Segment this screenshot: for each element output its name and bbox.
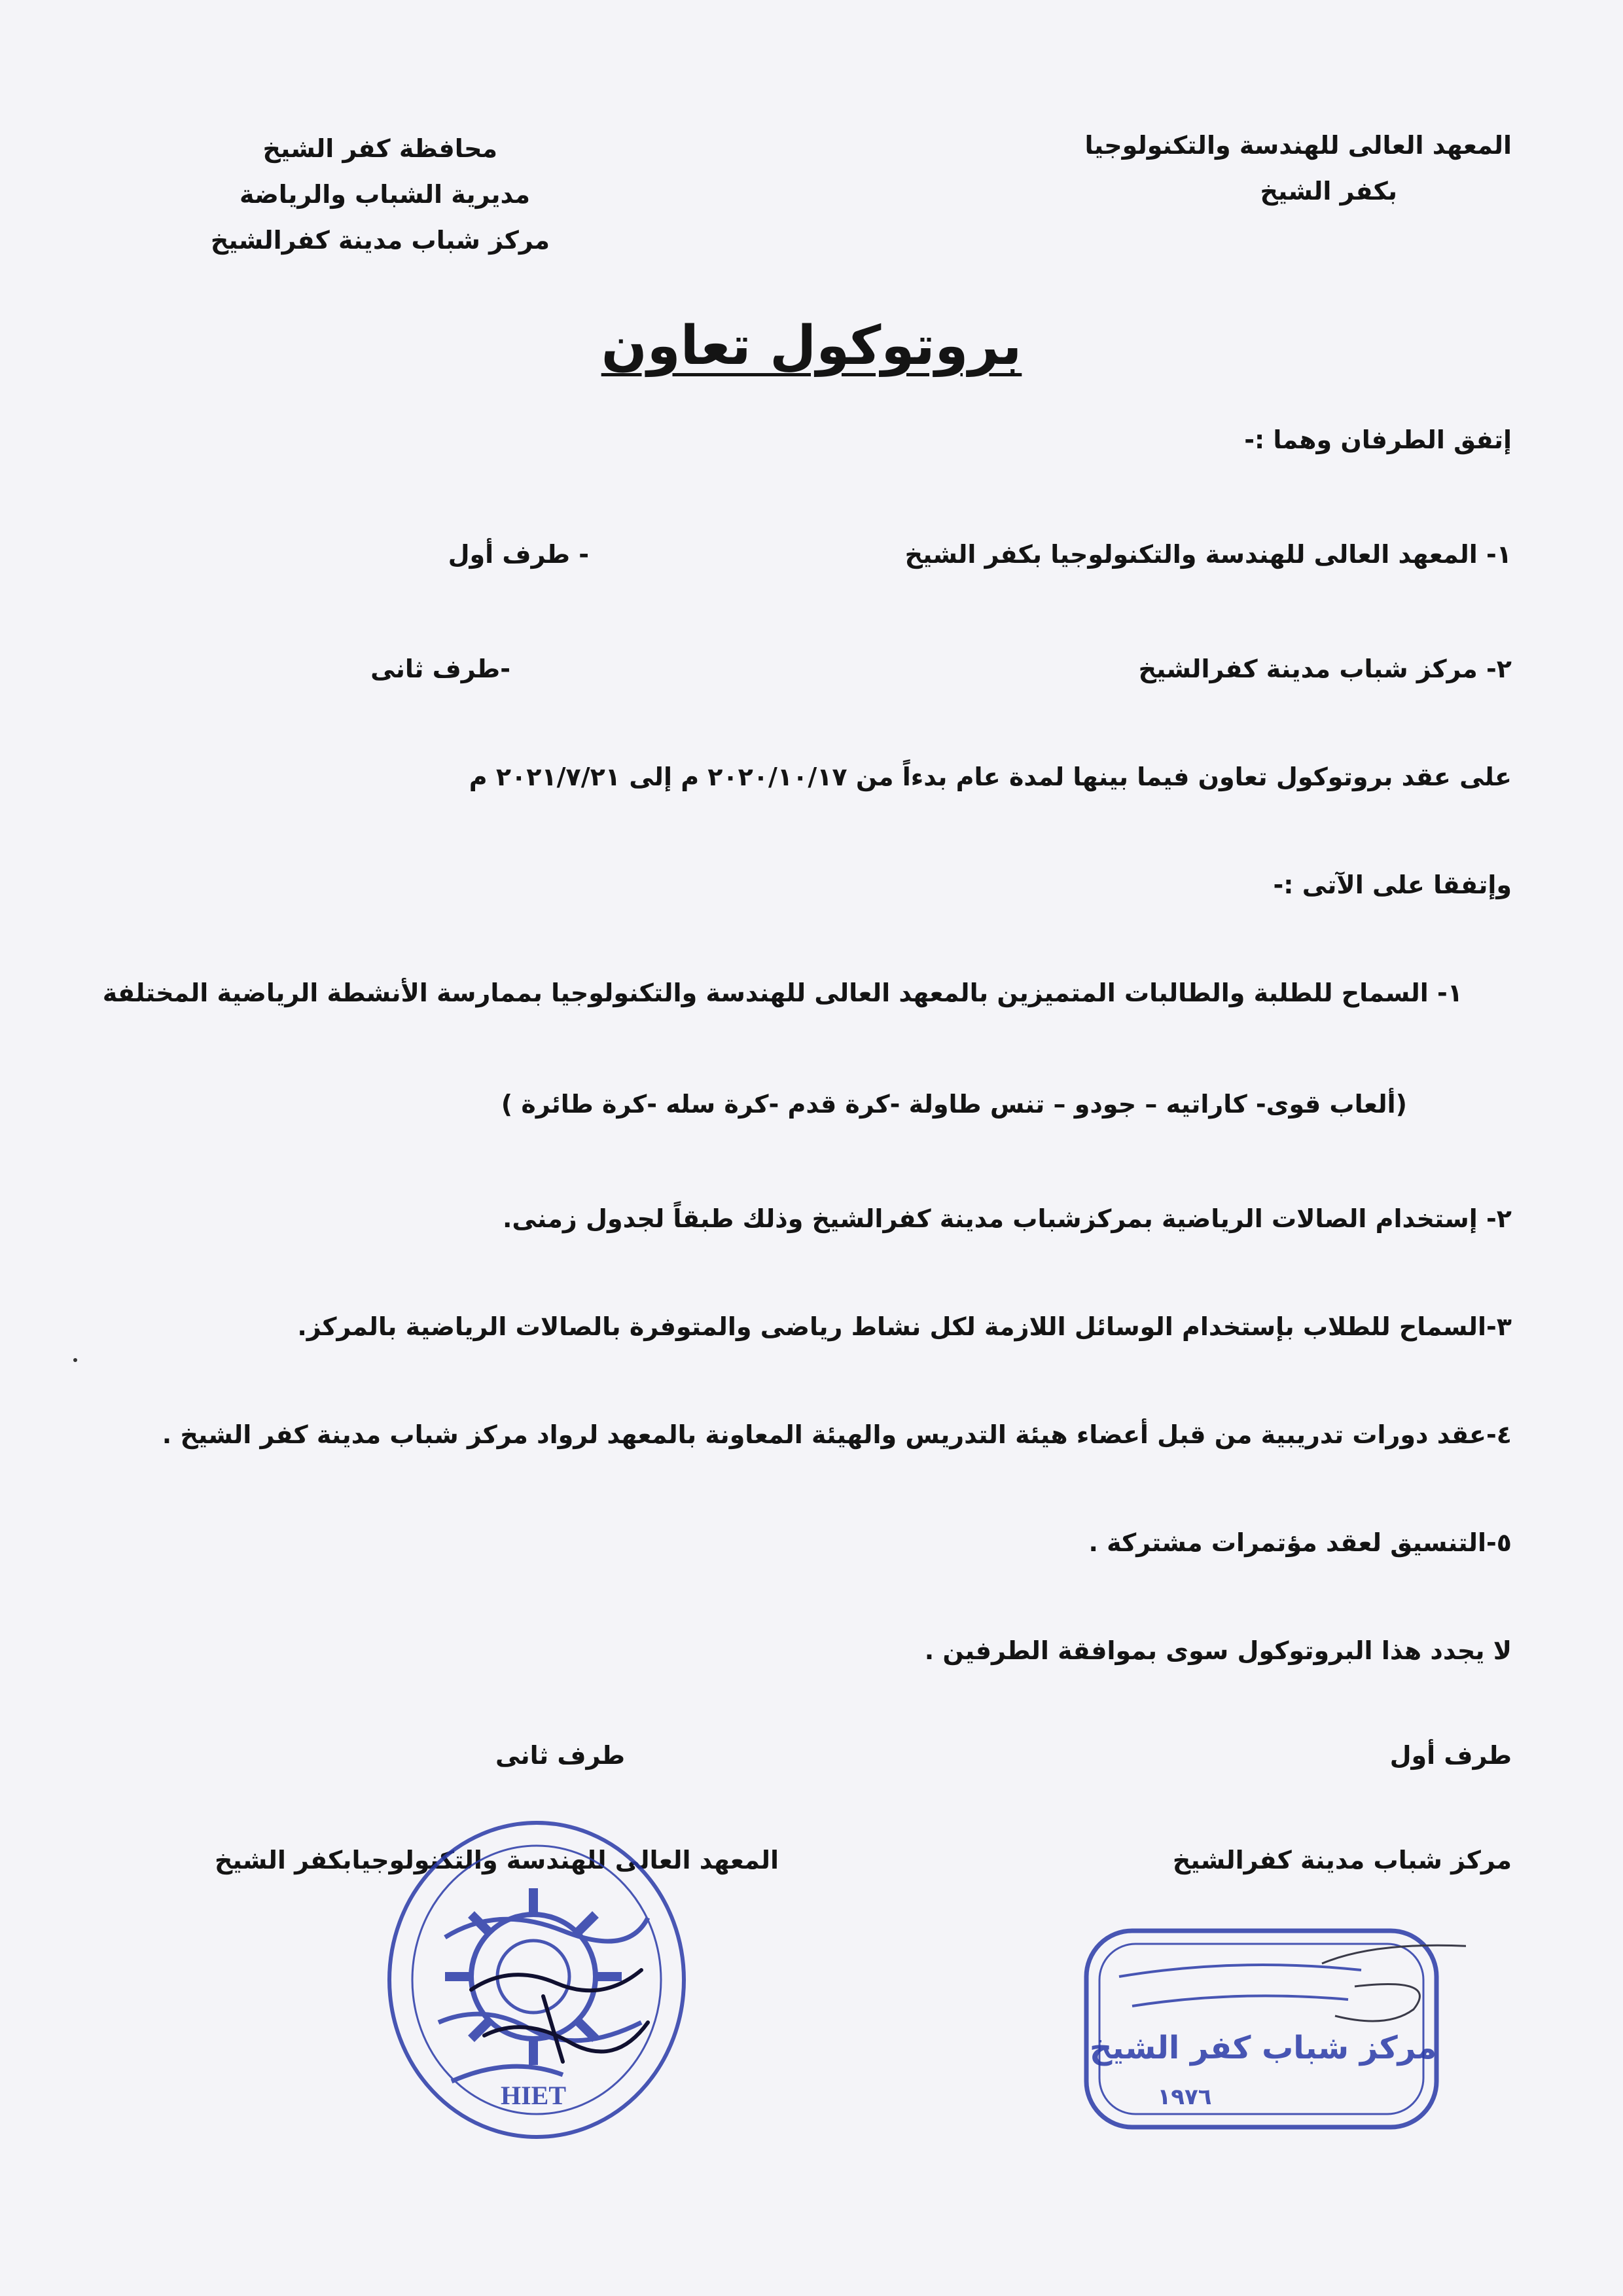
intro-text: إتفق الطرفان وهما :-	[1244, 425, 1512, 454]
round-stamp-text: HIET	[500, 2081, 567, 2110]
handwritten-signature	[458, 1937, 654, 2081]
header-governorate-line1: محافظة كفر الشيخ	[262, 134, 497, 163]
contract-sentence: على عقد بروتوكول تعاون فيما بينها لمدة عام بدءاً من ٢٠٢٠/١٠/١٧ م إلى ٢٠٢١/٧/٢١ م	[469, 762, 1512, 791]
party-2-role: -طرف ثانى	[370, 655, 510, 683]
header-governorate-line3: مركز شباب مدينة كفرالشيخ	[210, 226, 550, 255]
clause-4: ٤-عقد دورات تدريبية من قبل أعضاء هيئة التدريس والهيئة المعاونة بالمعهد لرواد مركز شباب مدينة كفر الشيخ .	[162, 1420, 1512, 1449]
first-party-name: مركز شباب مدينة كفرالشيخ	[1172, 1846, 1512, 1874]
rect-stamp-image	[1073, 1918, 1466, 2147]
second-party-name: المعهد العالى للهندسة والتكنولوجيابكفر الشيخ	[215, 1846, 779, 1874]
header-institute-line1: المعهد العالى للهندسة والتكنولوجيا	[1084, 131, 1512, 160]
party-2-name: ٢- مركز شباب مدينة كفرالشيخ	[1138, 655, 1512, 683]
scan-speck	[73, 1358, 77, 1362]
renewal-clause: لا يجدد هذا البروتوكول سوى بموافقة الطرفين .	[924, 1636, 1512, 1665]
party-1-role: - طرف أول	[448, 540, 589, 569]
second-party-label: طرف ثانى	[495, 1741, 625, 1770]
clause-1-line2: (ألعاب قوى- كاراتيه – جودو – تنس طاولة -كرة قدم -كرة سله -كرة طائرة )	[501, 1090, 1407, 1119]
rect-stamp-name: مركز شباب كفر الشيخ	[1089, 2030, 1437, 2066]
header-institute-line2: بكفر الشيخ	[1260, 177, 1397, 206]
party-1-name: ١- المعهد العالى للهندسة والتكنولوجيا بكفر الشيخ	[904, 540, 1512, 569]
clause-1-line1: ١- السماح للطلبة والطالبات المتميزين بالمعهد العالى للهندسة والتكنولوجيا بممارسة الأنشطة الرياضية المختلفة	[102, 978, 1463, 1007]
clause-2: ٢- إستخدام الصالات الرياضية بمركزشباب مدينة كفرالشيخ وذلك طبقاً لجدول زمنى.	[502, 1204, 1512, 1233]
page-title: بروتوكول تعاون	[601, 315, 1022, 377]
header-governorate-line2: مديرية الشباب والرياضة	[240, 180, 530, 209]
clause-3: ٣-السماح للطلاب بإستخدام الوسائل اللازمة لكل نشاط رياضى والمتوفرة بالصالات الرياضية بالمركز.	[297, 1312, 1512, 1341]
clause-5: ٥-التنسيق لعقد مؤتمرات مشتركة .	[1088, 1528, 1512, 1557]
rect-stamp-year: ١٩٧٦	[1157, 2084, 1212, 2110]
agreement-intro: وإتفقا على الآتى :-	[1273, 870, 1512, 899]
first-party-label: طرف أول	[1389, 1741, 1512, 1770]
